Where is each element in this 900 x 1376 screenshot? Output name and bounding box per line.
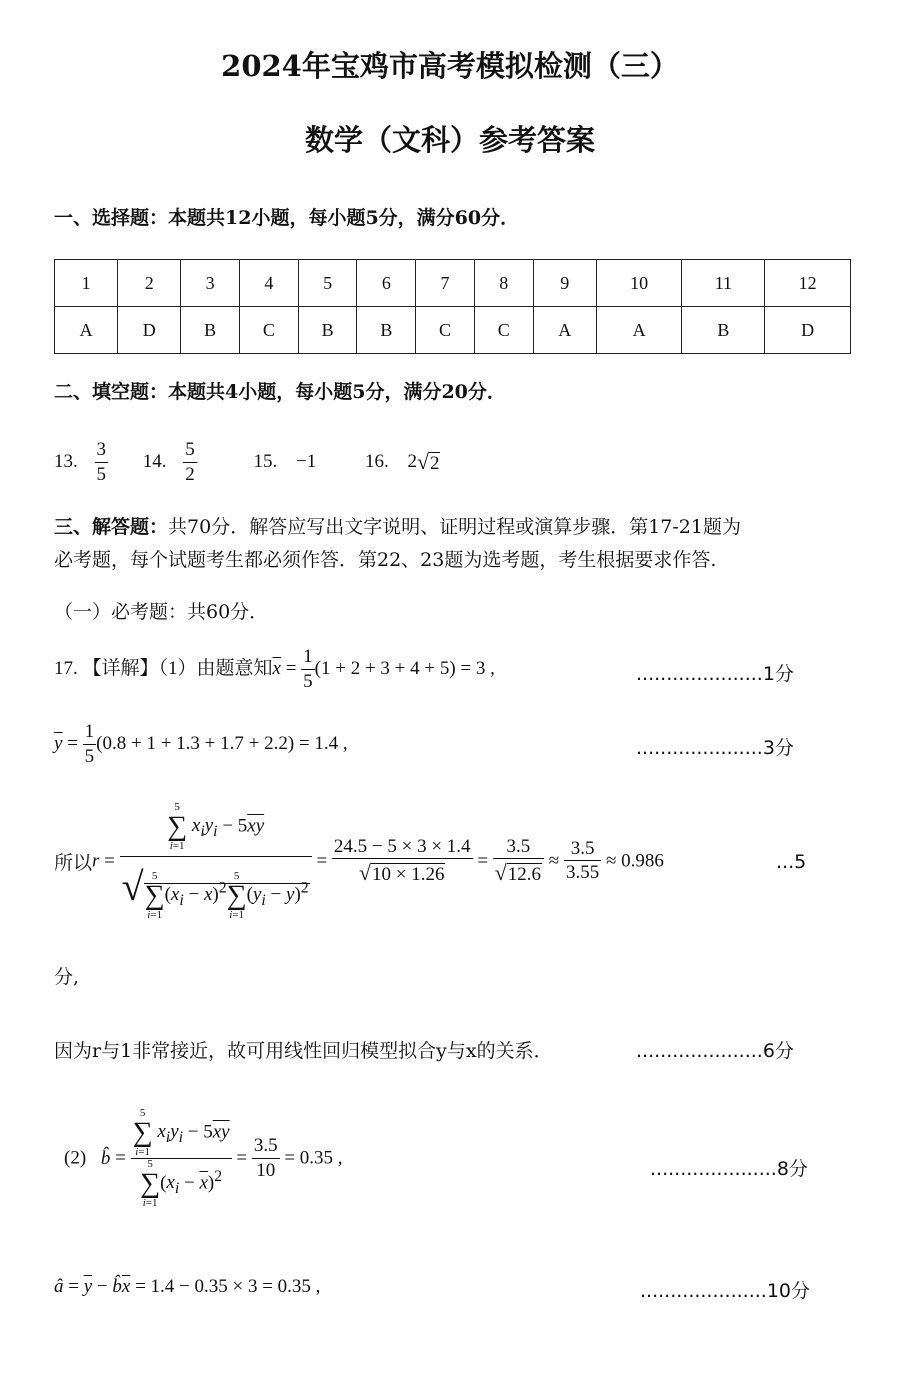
score-1: .....................1分 — [636, 663, 794, 685]
a-hat-equation: â = $\overline{y}$ − $b̂\overline{x} = 1.4 - 0.35 \times 3 = 0.35$ , — [54, 1276, 321, 1297]
score-6: .....................6分 — [636, 1040, 794, 1062]
r-formula: 5 ∑ i=1 $x_iy_i - 5\overline{xy}$ √ 5 ∑ i=1 $(x_i - \overline{x})^2$ 5 ∑ i=1 $(y_i - \overline{y})^2$ — [120, 802, 312, 921]
question-number-cell: 8 — [474, 260, 533, 307]
ybar-equation: $\overline{y}$ = $\frac{1}{5}$ (0.8 + 1 + 1.3 + 1.7 + 2.2) = 1.4 , — [54, 721, 348, 767]
question-number-cell: 6 — [357, 260, 416, 307]
section-fill-heading: 二、填空题：本题共4小题，每小题5分，满分20分． — [54, 381, 506, 403]
question-number-cell: 9 — [533, 260, 596, 307]
answer-table-answers-row — [55, 307, 851, 354]
q16-label: 16. — [364, 451, 389, 473]
score-3: .....................3分 — [636, 737, 794, 759]
q13-label: 13. — [54, 451, 78, 473]
answer-cell: B — [357, 307, 416, 354]
answer-cell: B — [298, 307, 357, 354]
answer-cell: C — [474, 307, 533, 354]
answer-cell: A — [55, 307, 118, 354]
required-heading: （一）必考题：共60分． — [54, 601, 269, 623]
q13-answer: $\frac{3}{5}$ — [96, 439, 106, 485]
section-choice-heading: 一、选择题：本题共12小题，每小题5分，满分60分． — [54, 207, 520, 229]
answer-cell: A — [596, 307, 682, 354]
answer-cell: D — [765, 307, 851, 354]
answer-cell: C — [240, 307, 299, 354]
answer-table-numbers-row — [55, 260, 851, 307]
score-5a: ...5 — [776, 851, 807, 873]
q15-label: 15. — [253, 451, 278, 473]
score-8: .....................8分 — [650, 1158, 808, 1180]
question-number-cell: 1 — [55, 260, 118, 307]
question-number-cell: 11 — [682, 260, 765, 307]
q14-answer: $\frac{5}{2}$ — [185, 439, 195, 485]
section-solution-line1: 三、解答题：共70分．解答应写出文字说明、证明过程或演算步骤．第17-21题为 — [54, 516, 741, 538]
q16-answer: 2√2 — [407, 450, 440, 475]
question-number-cell: 7 — [416, 260, 475, 307]
b-hat-equation: (2) b̂ = 5 ∑ i=1 $x_iy_i - 5\overline{xy}$ 5 ∑ i=1 $(x_i - \overline{x})^2$ = $\frac{3.5}{10}$ = 0.35 , — [64, 1107, 343, 1209]
page-title: 2024年宝鸡市高考模拟检测（三） — [221, 49, 679, 83]
r-equation: 所以r = 5 ∑ i=1 $x_iy_i - 5\overline{xy}$ √ 5 ∑ i=1 $(x_i - \overline{x})^2$ 5 ∑ i=1 $(y_i - \overline{y})^2$ = $\frac{24.5 - 5 \times 3 \times 1.4}{√10 \times 1.26}$ = $\frac{3.5}{√12.6}$ ≈ $\frac{3.5}{3.55}$ ≈ 0.986 — [54, 801, 664, 921]
question-number-cell: 2 — [118, 260, 181, 307]
section-solution-line2: 必考题，每个试题考生都必须作答．第22、23题为选考题，考生根据要求作答. — [54, 549, 717, 571]
question-number-cell: 3 — [181, 260, 240, 307]
answer-cell: A — [533, 307, 596, 354]
answer-cell: B — [181, 307, 240, 354]
question-number-cell: 5 — [298, 260, 357, 307]
answer-table — [54, 259, 851, 354]
question-number-cell: 12 — [765, 260, 851, 307]
score-5b: 分, — [54, 966, 80, 988]
fill-answers — [54, 438, 440, 487]
conclusion: 因为r与1非常接近，故可用线性回归模型拟合y与x的关系． — [54, 1040, 553, 1062]
answer-cell: C — [416, 307, 475, 354]
answer-cell: B — [682, 307, 765, 354]
xbar-equation: 17. 【详解】（1）由题意知$\overline{x}$ = $\frac{1}{5}$ (1 + 2 + 3 + 4 + 5) = 3 , — [54, 646, 495, 692]
q15-answer: −1 — [296, 451, 317, 473]
q14-label: 14. — [142, 451, 167, 473]
answer-cell: D — [118, 307, 181, 354]
page-subtitle: 数学（文科）参考答案 — [304, 123, 595, 157]
question-number-cell: 4 — [240, 260, 299, 307]
question-number-cell: 10 — [596, 260, 682, 307]
score-10: .....................10分 — [640, 1280, 811, 1302]
